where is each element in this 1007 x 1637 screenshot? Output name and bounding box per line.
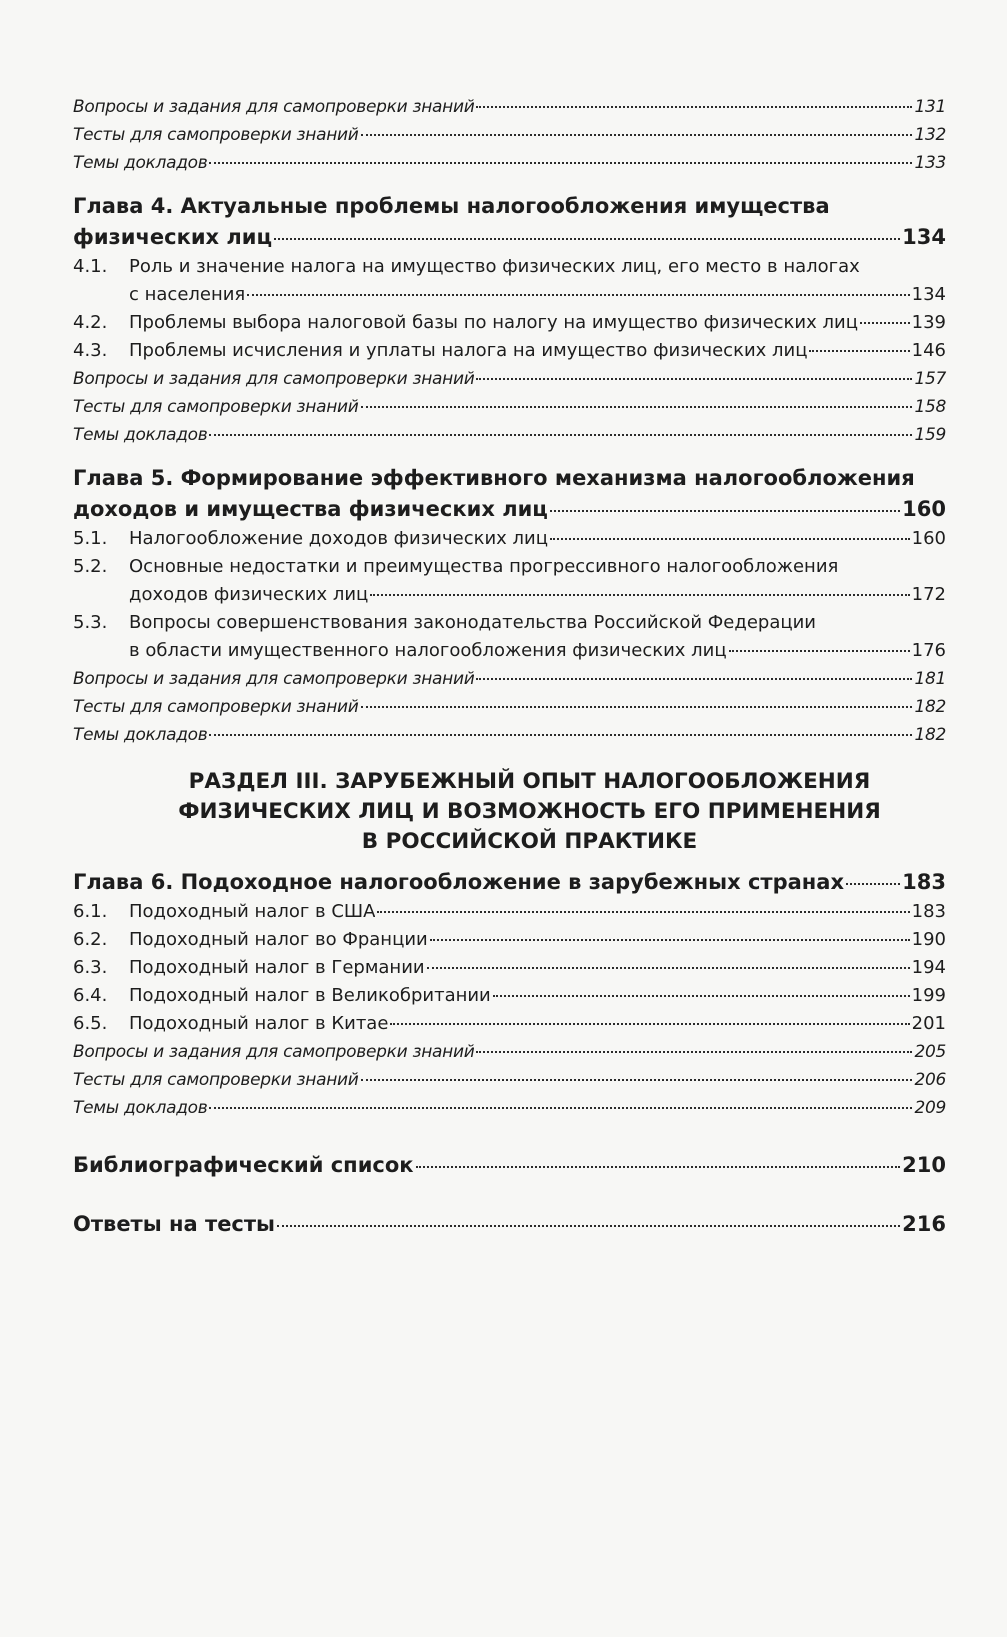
section-title: Роль и значение налога на имущество физических лиц, его место в налогах xyxy=(129,256,860,277)
toc-entry-title: Тесты для самопроверки знаний xyxy=(73,1070,359,1090)
leader-dots xyxy=(209,433,912,436)
section-number: 6.5. xyxy=(73,1013,108,1034)
leader-dots xyxy=(550,537,910,540)
section-number: 5.1. xyxy=(73,528,108,549)
chapter-title-line xyxy=(73,222,946,253)
toc-entry[interactable] xyxy=(73,693,946,721)
leader-dots xyxy=(361,405,913,408)
toc-entry-title: Вопросы и задания для самопроверки знаний xyxy=(73,669,475,689)
toc-section[interactable] xyxy=(73,553,946,609)
section-title: Налогообложение доходов физических лиц xyxy=(129,528,549,549)
leader-dots xyxy=(209,733,912,736)
toc-page-number: 210 xyxy=(902,1153,946,1177)
chapter-6[interactable] xyxy=(73,867,946,898)
leader-dots xyxy=(729,649,910,652)
toc-page-number: 132 xyxy=(914,125,946,145)
part-title-line: РАЗДЕЛ III. ЗАРУБЕЖНЫЙ ОПЫТ НАЛОГООБЛОЖЕНИЯ xyxy=(188,769,871,794)
section-number: 5.3. xyxy=(73,612,108,633)
section-title-line xyxy=(129,954,946,982)
leader-dots xyxy=(377,910,909,913)
section-title: Подоходный налог в США xyxy=(129,901,376,922)
toc-entry[interactable] xyxy=(73,1066,946,1094)
toc-page-number: 146 xyxy=(911,340,946,361)
toc-entry-title: Вопросы и задания для самопроверки знаний xyxy=(73,369,475,389)
toc-section[interactable] xyxy=(73,954,946,982)
toc-page-number: 159 xyxy=(914,425,946,445)
toc-entry[interactable] xyxy=(73,393,946,421)
section-number: 4.1. xyxy=(73,256,108,277)
section-title: Вопросы совершенствования законодательства Российской Федерации xyxy=(129,612,816,633)
toc-page-number: 190 xyxy=(911,929,946,950)
section-number: 4.3. xyxy=(73,340,108,361)
leader-dots xyxy=(370,593,909,596)
toc-entry-title: Вопросы и задания для самопроверки знаний xyxy=(73,1042,475,1062)
toc-entry-title: Тесты для самопроверки знаний xyxy=(73,397,359,417)
chapter-title: Библиографический список xyxy=(73,1153,414,1177)
toc-page-number: 134 xyxy=(911,284,946,305)
leader-dots xyxy=(550,509,900,512)
section-title-cont: с населения xyxy=(129,284,246,305)
chapter-title-line xyxy=(73,494,946,525)
leader-dots xyxy=(476,105,912,108)
section-number: 6.4. xyxy=(73,985,108,1006)
section-title-cont: доходов физических лиц xyxy=(129,584,369,605)
leader-dots xyxy=(860,321,910,324)
leader-dots xyxy=(846,882,900,885)
bibliography-entry[interactable] xyxy=(73,1150,946,1181)
section-title-line xyxy=(129,982,946,1010)
toc-page-number: 176 xyxy=(911,640,946,661)
toc-page-number: 205 xyxy=(914,1042,946,1062)
toc-page-number: 183 xyxy=(911,901,946,922)
section-number: 6.3. xyxy=(73,957,108,978)
answers-entry[interactable] xyxy=(73,1209,946,1240)
toc-entry[interactable] xyxy=(73,121,946,149)
toc-section[interactable] xyxy=(73,337,946,365)
part-title-line: ФИЗИЧЕСКИХ ЛИЦ И ВОЗМОЖНОСТЬ ЕГО ПРИМЕНЕНИЯ xyxy=(178,799,881,824)
section-title: Основные недостатки и преимущества прогрессивного налогообложения xyxy=(129,556,839,577)
leader-dots xyxy=(209,161,912,164)
section-number: 5.2. xyxy=(73,556,108,577)
toc-section[interactable] xyxy=(73,926,946,954)
toc-page-number: 160 xyxy=(911,528,946,549)
chapter-5[interactable] xyxy=(73,463,946,525)
toc-entry-title: Вопросы и задания для самопроверки знаний xyxy=(73,97,475,117)
toc-entry[interactable] xyxy=(73,421,946,449)
toc-page-number: 209 xyxy=(914,1098,946,1118)
toc-section[interactable] xyxy=(73,253,946,309)
toc-entry[interactable] xyxy=(73,721,946,749)
toc-section[interactable] xyxy=(73,1010,946,1038)
toc-section[interactable] xyxy=(73,309,946,337)
toc-entry[interactable] xyxy=(73,365,946,393)
section-title: Подоходный налог в Китае xyxy=(129,1013,389,1034)
toc-entry-title: Тесты для самопроверки знаний xyxy=(73,125,359,145)
toc-page-number: 201 xyxy=(911,1013,946,1034)
toc-page-number: 206 xyxy=(914,1070,946,1090)
toc-page-number: 157 xyxy=(914,369,946,389)
leader-dots xyxy=(416,1165,901,1168)
leader-dots xyxy=(427,966,910,969)
section-number: 4.2. xyxy=(73,312,108,333)
section-title-cont: в области имущественного налогообложения физических лиц xyxy=(129,640,727,661)
chapter-title: Ответы на тесты xyxy=(73,1212,276,1236)
toc-entry[interactable] xyxy=(73,93,946,121)
chapter-title-cont: физических лиц xyxy=(73,225,273,249)
toc-page-number: 172 xyxy=(911,584,946,605)
toc-page-number: 134 xyxy=(902,225,946,249)
chapter-title-line xyxy=(73,1150,946,1181)
section-number: 6.2. xyxy=(73,929,108,950)
section-number: 6.1. xyxy=(73,901,108,922)
section-title-line xyxy=(129,926,946,954)
chapter-title-line xyxy=(73,867,946,898)
toc-entry[interactable] xyxy=(73,1038,946,1066)
leader-dots xyxy=(209,1106,912,1109)
toc-section[interactable] xyxy=(73,525,946,553)
toc-page-number: 199 xyxy=(911,985,946,1006)
chapter-title: Глава 5. Формирование эффективного механизма налогообложения xyxy=(73,466,915,490)
section-title-line xyxy=(129,1010,946,1038)
chapter-title-cont: доходов и имущества физических лиц xyxy=(73,497,548,521)
leader-dots xyxy=(430,938,910,941)
section-title: Подоходный налог во Франции xyxy=(129,929,428,950)
toc-page-number: 183 xyxy=(902,870,946,894)
section-title-line xyxy=(129,337,946,365)
toc-entry[interactable] xyxy=(73,665,946,693)
leader-dots xyxy=(274,237,900,240)
toc-page-number: 194 xyxy=(911,957,946,978)
toc-entry-title: Темы докладов xyxy=(73,1098,208,1118)
section-title-line xyxy=(129,581,946,609)
toc-entry-title: Темы докладов xyxy=(73,725,208,745)
table-of-contents xyxy=(73,93,946,1240)
toc-entry[interactable] xyxy=(73,149,946,177)
leader-dots xyxy=(390,1022,909,1025)
leader-dots xyxy=(493,994,910,997)
toc-section[interactable] xyxy=(73,609,946,665)
toc-entry[interactable] xyxy=(73,1094,946,1122)
chapter-title: Глава 4. Актуальные проблемы налогообложения имущества xyxy=(73,194,830,218)
toc-section[interactable] xyxy=(73,898,946,926)
chapter-title: Глава 6. Подоходное налогообложение в зарубежных странах xyxy=(73,870,845,894)
leader-dots xyxy=(476,677,912,680)
toc-page-number: 216 xyxy=(902,1212,946,1236)
leader-dots xyxy=(277,1224,900,1227)
toc-entry-title: Темы докладов xyxy=(73,153,208,173)
section-title-line xyxy=(129,525,946,553)
leader-dots xyxy=(361,705,913,708)
toc-page-number: 158 xyxy=(914,397,946,417)
toc-page-number: 133 xyxy=(914,153,946,173)
part-title[interactable] xyxy=(133,767,946,857)
leader-dots xyxy=(361,133,913,136)
chapter-title-line xyxy=(73,1209,946,1240)
section-title-line xyxy=(129,281,946,309)
section-title-line xyxy=(129,309,946,337)
section-title: Подоходный налог в Великобритании xyxy=(129,985,491,1006)
toc-entry-title: Тесты для самопроверки знаний xyxy=(73,697,359,717)
toc-page-number: 139 xyxy=(911,312,946,333)
toc-page-number: 182 xyxy=(914,697,946,717)
leader-dots xyxy=(361,1078,913,1081)
chapter-4[interactable] xyxy=(73,191,946,253)
leader-dots xyxy=(247,293,909,296)
toc-page-number: 131 xyxy=(914,97,946,117)
leader-dots xyxy=(809,349,909,352)
leader-dots xyxy=(476,377,912,380)
toc-section[interactable] xyxy=(73,982,946,1010)
section-title: Подоходный налог в Германии xyxy=(129,957,425,978)
toc-page-number: 181 xyxy=(914,669,946,689)
section-title-line xyxy=(129,898,946,926)
toc-entry-title: Темы докладов xyxy=(73,425,208,445)
toc-page-number: 182 xyxy=(914,725,946,745)
section-title: Проблемы исчисления и уплаты налога на имущество физических лиц xyxy=(129,340,808,361)
part-title-line: В РОССИЙСКОЙ ПРАКТИКЕ xyxy=(361,829,698,854)
section-title-line xyxy=(129,637,946,665)
section-title: Проблемы выбора налоговой базы по налогу на имущество физических лиц xyxy=(129,312,858,333)
leader-dots xyxy=(476,1050,912,1053)
toc-page-number: 160 xyxy=(902,497,946,521)
